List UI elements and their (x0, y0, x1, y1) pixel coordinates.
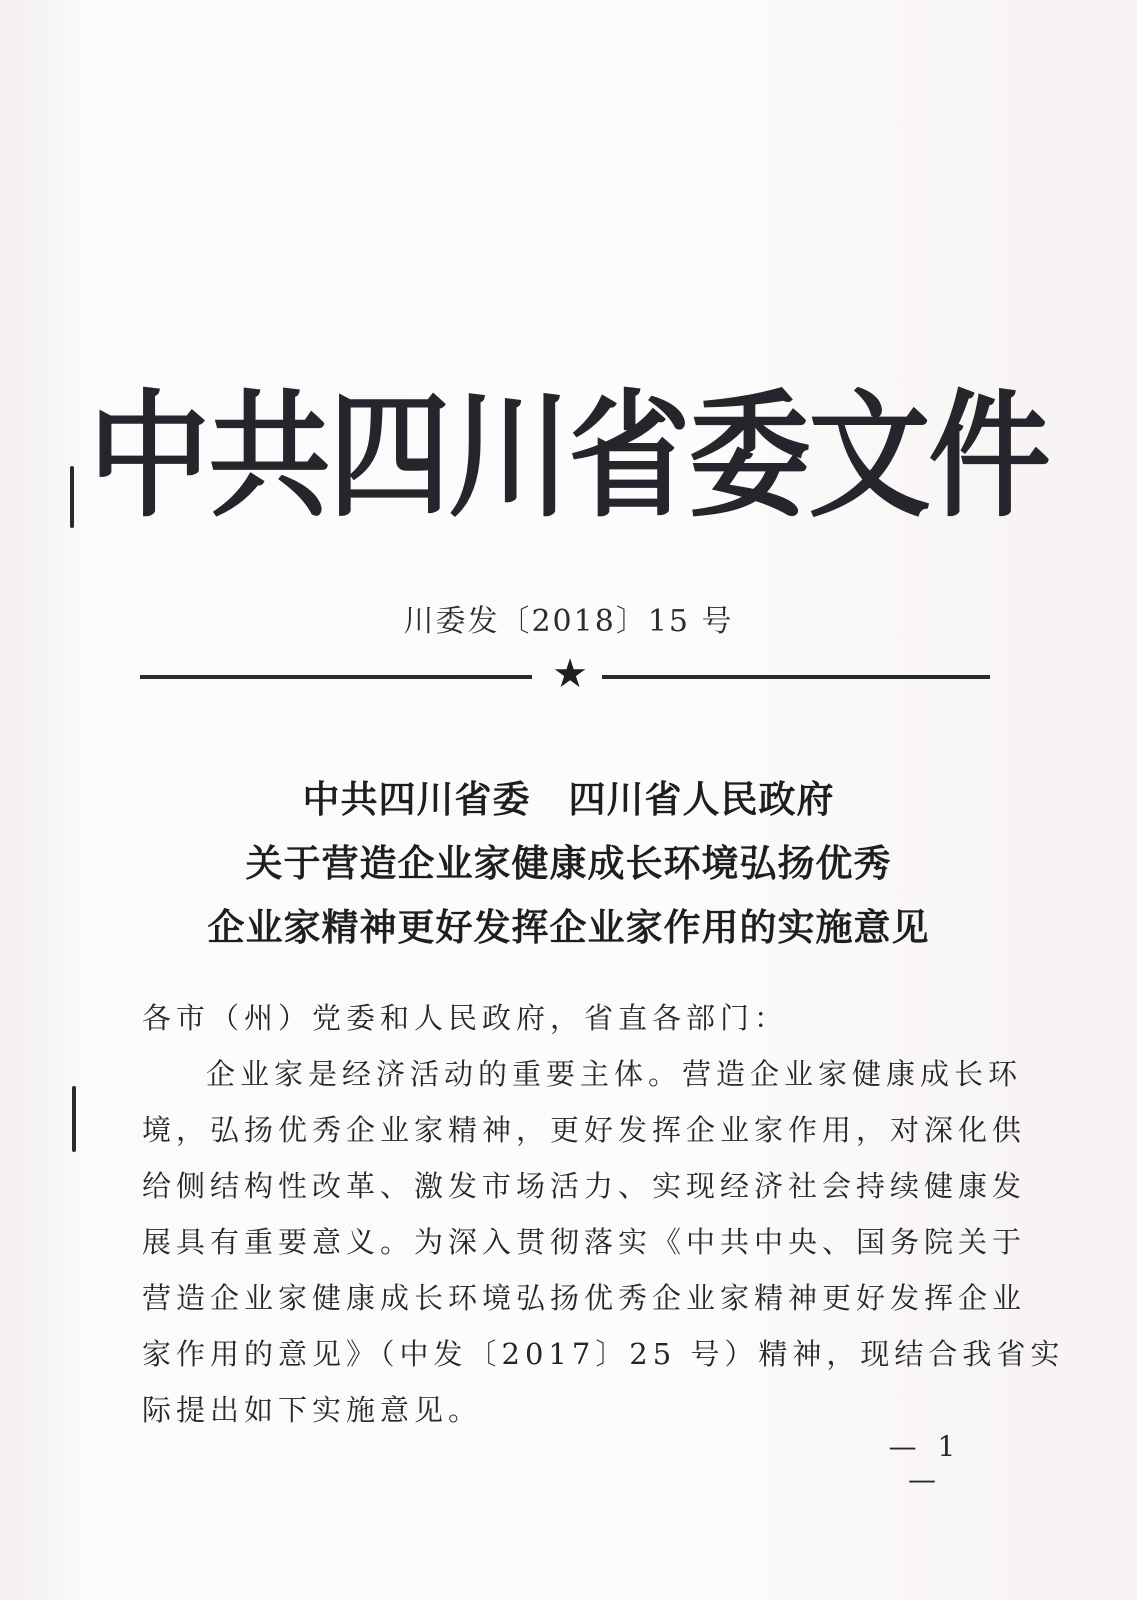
paragraph-line: 企业家是经济活动的重要主体。营造企业家健康成长环 (206, 1057, 1023, 1091)
separator-line-right (602, 675, 990, 679)
paragraph-line: 营造企业家健康成长环境弘扬优秀企业家精神更好发挥企业 (142, 1281, 1027, 1315)
star-icon: ★ (552, 651, 588, 697)
salutation: 各市（州）党委和人民政府，省直各部门： (142, 1001, 789, 1035)
paragraph-line: 展具有重要意义。为深入贯彻落实《中共中央、国务院关于 (142, 1225, 1027, 1259)
title-line: 企业家精神更好发挥企业家作用的实施意见 (207, 906, 930, 949)
paragraph-line: 家作用的意见》（中发〔2017〕25 号）精神，现结合我省实 (142, 1337, 1065, 1371)
title-line: 中共四川省委 四川省人民政府 (302, 778, 835, 821)
document-body (142, 990, 1065, 1438)
title-line: 关于营造企业家健康成长环境弘扬优秀 (245, 842, 892, 885)
binding-mark-bottom (72, 1086, 76, 1152)
paragraph-line: 给侧结构性改革、激发市场活力、实现经济社会持续健康发 (142, 1169, 1027, 1203)
paragraph-line: 境，弘扬优秀企业家精神，更好发挥企业家作用，对深化供 (142, 1113, 1027, 1147)
paragraph-line: 际提出如下实施意见。 (142, 1393, 483, 1427)
document-title (0, 768, 1137, 960)
document-number: 川委发〔2018〕15 号 (403, 604, 734, 639)
page-number: — 1 — (888, 1430, 962, 1496)
document-header-title: 中共四川省委文件 (88, 376, 1049, 536)
header-separator (140, 651, 990, 697)
separator-line-left (140, 675, 532, 679)
